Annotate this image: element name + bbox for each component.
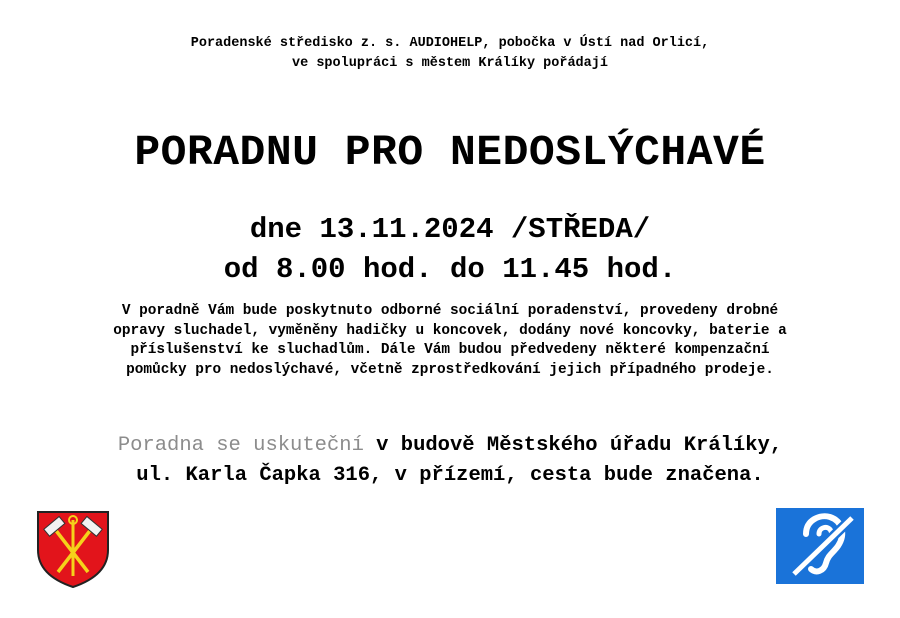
time-line: od 8.00 hod. do 11.45 hod. [223,253,677,286]
venue-info [0,431,900,491]
venue-building: v budově Městského úřadu Králíky, [363,434,783,457]
page-title: PORADNU PRO NEDOSLÝCHAVÉ [134,128,766,177]
coat-of-arms-icon [36,510,110,588]
intro-line-1: Poradenské středisko z. s. AUDIOHELP, pobočka v Ústí nad Orlicí, [190,36,710,51]
description-line: pomůcky pro nedoslýchavé, včetně zprostředkování jejich případného prodeje. [126,361,774,378]
date-line: dne 13.11.2024 /STŘEDA/ [249,213,651,246]
venue-line-1 [0,431,900,461]
description-line: příslušenství ke sluchadlům. Dále Vám budou předvedeny některé kompenzační [130,342,770,358]
service-description [35,302,865,380]
venue-lead: Poradna se uskuteční [117,434,364,457]
intro-line-2: ve spolupráci s městem Králíky pořádají [292,56,608,71]
hearing-assistance-icon [776,508,864,584]
venue-line-2: ul. Karla Čapka 316, v přízemí, cesta bude značena. [136,464,764,487]
organizer-intro [0,34,900,74]
description-line: opravy sluchadel, vyměněny hadičky u koncovek, dodány nové koncovky, baterie a [113,322,787,339]
description-line: V poradně Vám bude poskytnuto odborné sociální poradenství, provedeny drobné [121,303,779,319]
event-date [0,210,900,290]
